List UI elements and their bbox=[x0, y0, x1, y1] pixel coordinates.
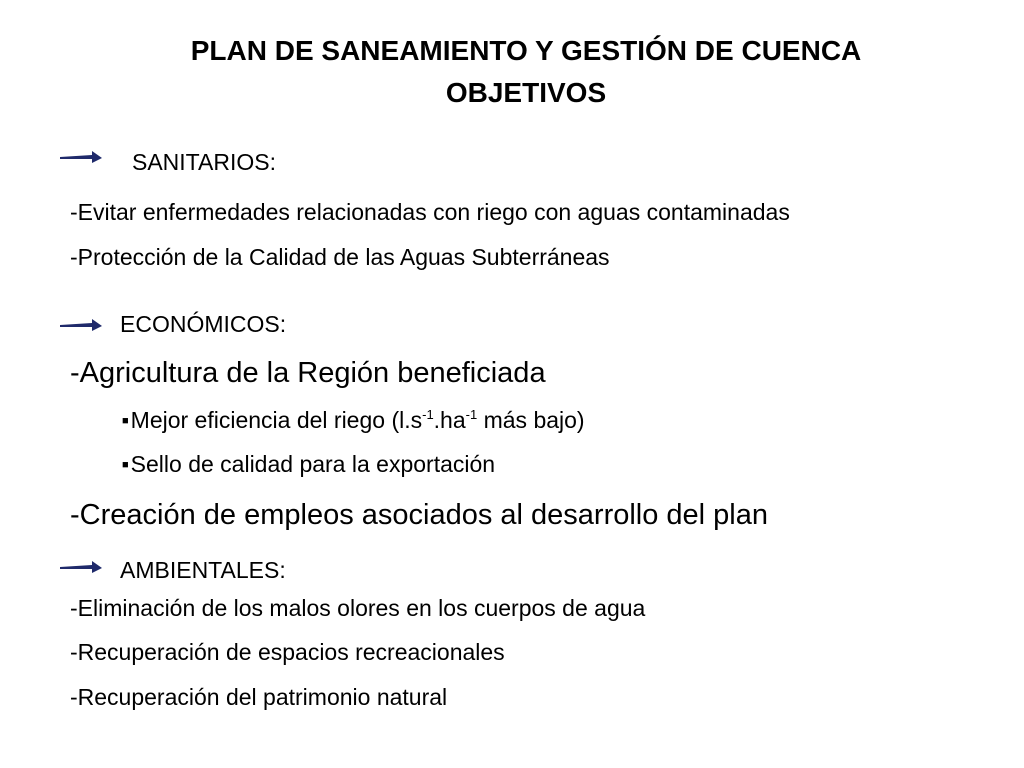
section-heading-economicos: ECONÓMICOS: bbox=[120, 311, 287, 337]
right-arrow-icon bbox=[58, 146, 104, 168]
slide-title: PLAN DE SANEAMIENTO Y GESTIÓN DE CUENCA bbox=[190, 35, 862, 66]
ambientales-item-3: -Recuperación del patrimonio natural bbox=[70, 684, 448, 710]
section-heading-ambientales: AMBIENTALES: bbox=[120, 557, 286, 583]
square-bullet-icon: ■ bbox=[122, 415, 129, 427]
sanitarios-item-1: -Evitar enfermedades relacionadas con riego con aguas contaminadas bbox=[70, 199, 790, 225]
square-bullet-icon: ■ bbox=[122, 459, 129, 471]
right-arrow-icon bbox=[58, 556, 104, 578]
sanitarios-item-2: -Protección de la Calidad de las Aguas Subterráneas bbox=[70, 244, 610, 270]
economicos-subitem-2: ■Sello de calidad para la exportación bbox=[122, 451, 496, 477]
section-heading-sanitarios: SANITARIOS: bbox=[132, 149, 276, 175]
slide-subtitle: OBJETIVOS bbox=[445, 77, 607, 108]
ambientales-item-1: -Eliminación de los malos olores en los cuerpos de agua bbox=[70, 595, 646, 621]
right-arrow-icon bbox=[58, 314, 104, 336]
economicos-item-2: -Creación de empleos asociados al desarrollo del plan bbox=[70, 499, 769, 531]
economicos-subitem-1: ■Mejor eficiencia del riego ($l.s^{-1}.ha^{-1}$ más bajo) bbox=[122, 407, 585, 433]
economicos-item-1: -Agricultura de la Región beneficiada bbox=[70, 357, 546, 389]
ambientales-item-2: -Recuperación de espacios recreacionales bbox=[70, 639, 505, 665]
